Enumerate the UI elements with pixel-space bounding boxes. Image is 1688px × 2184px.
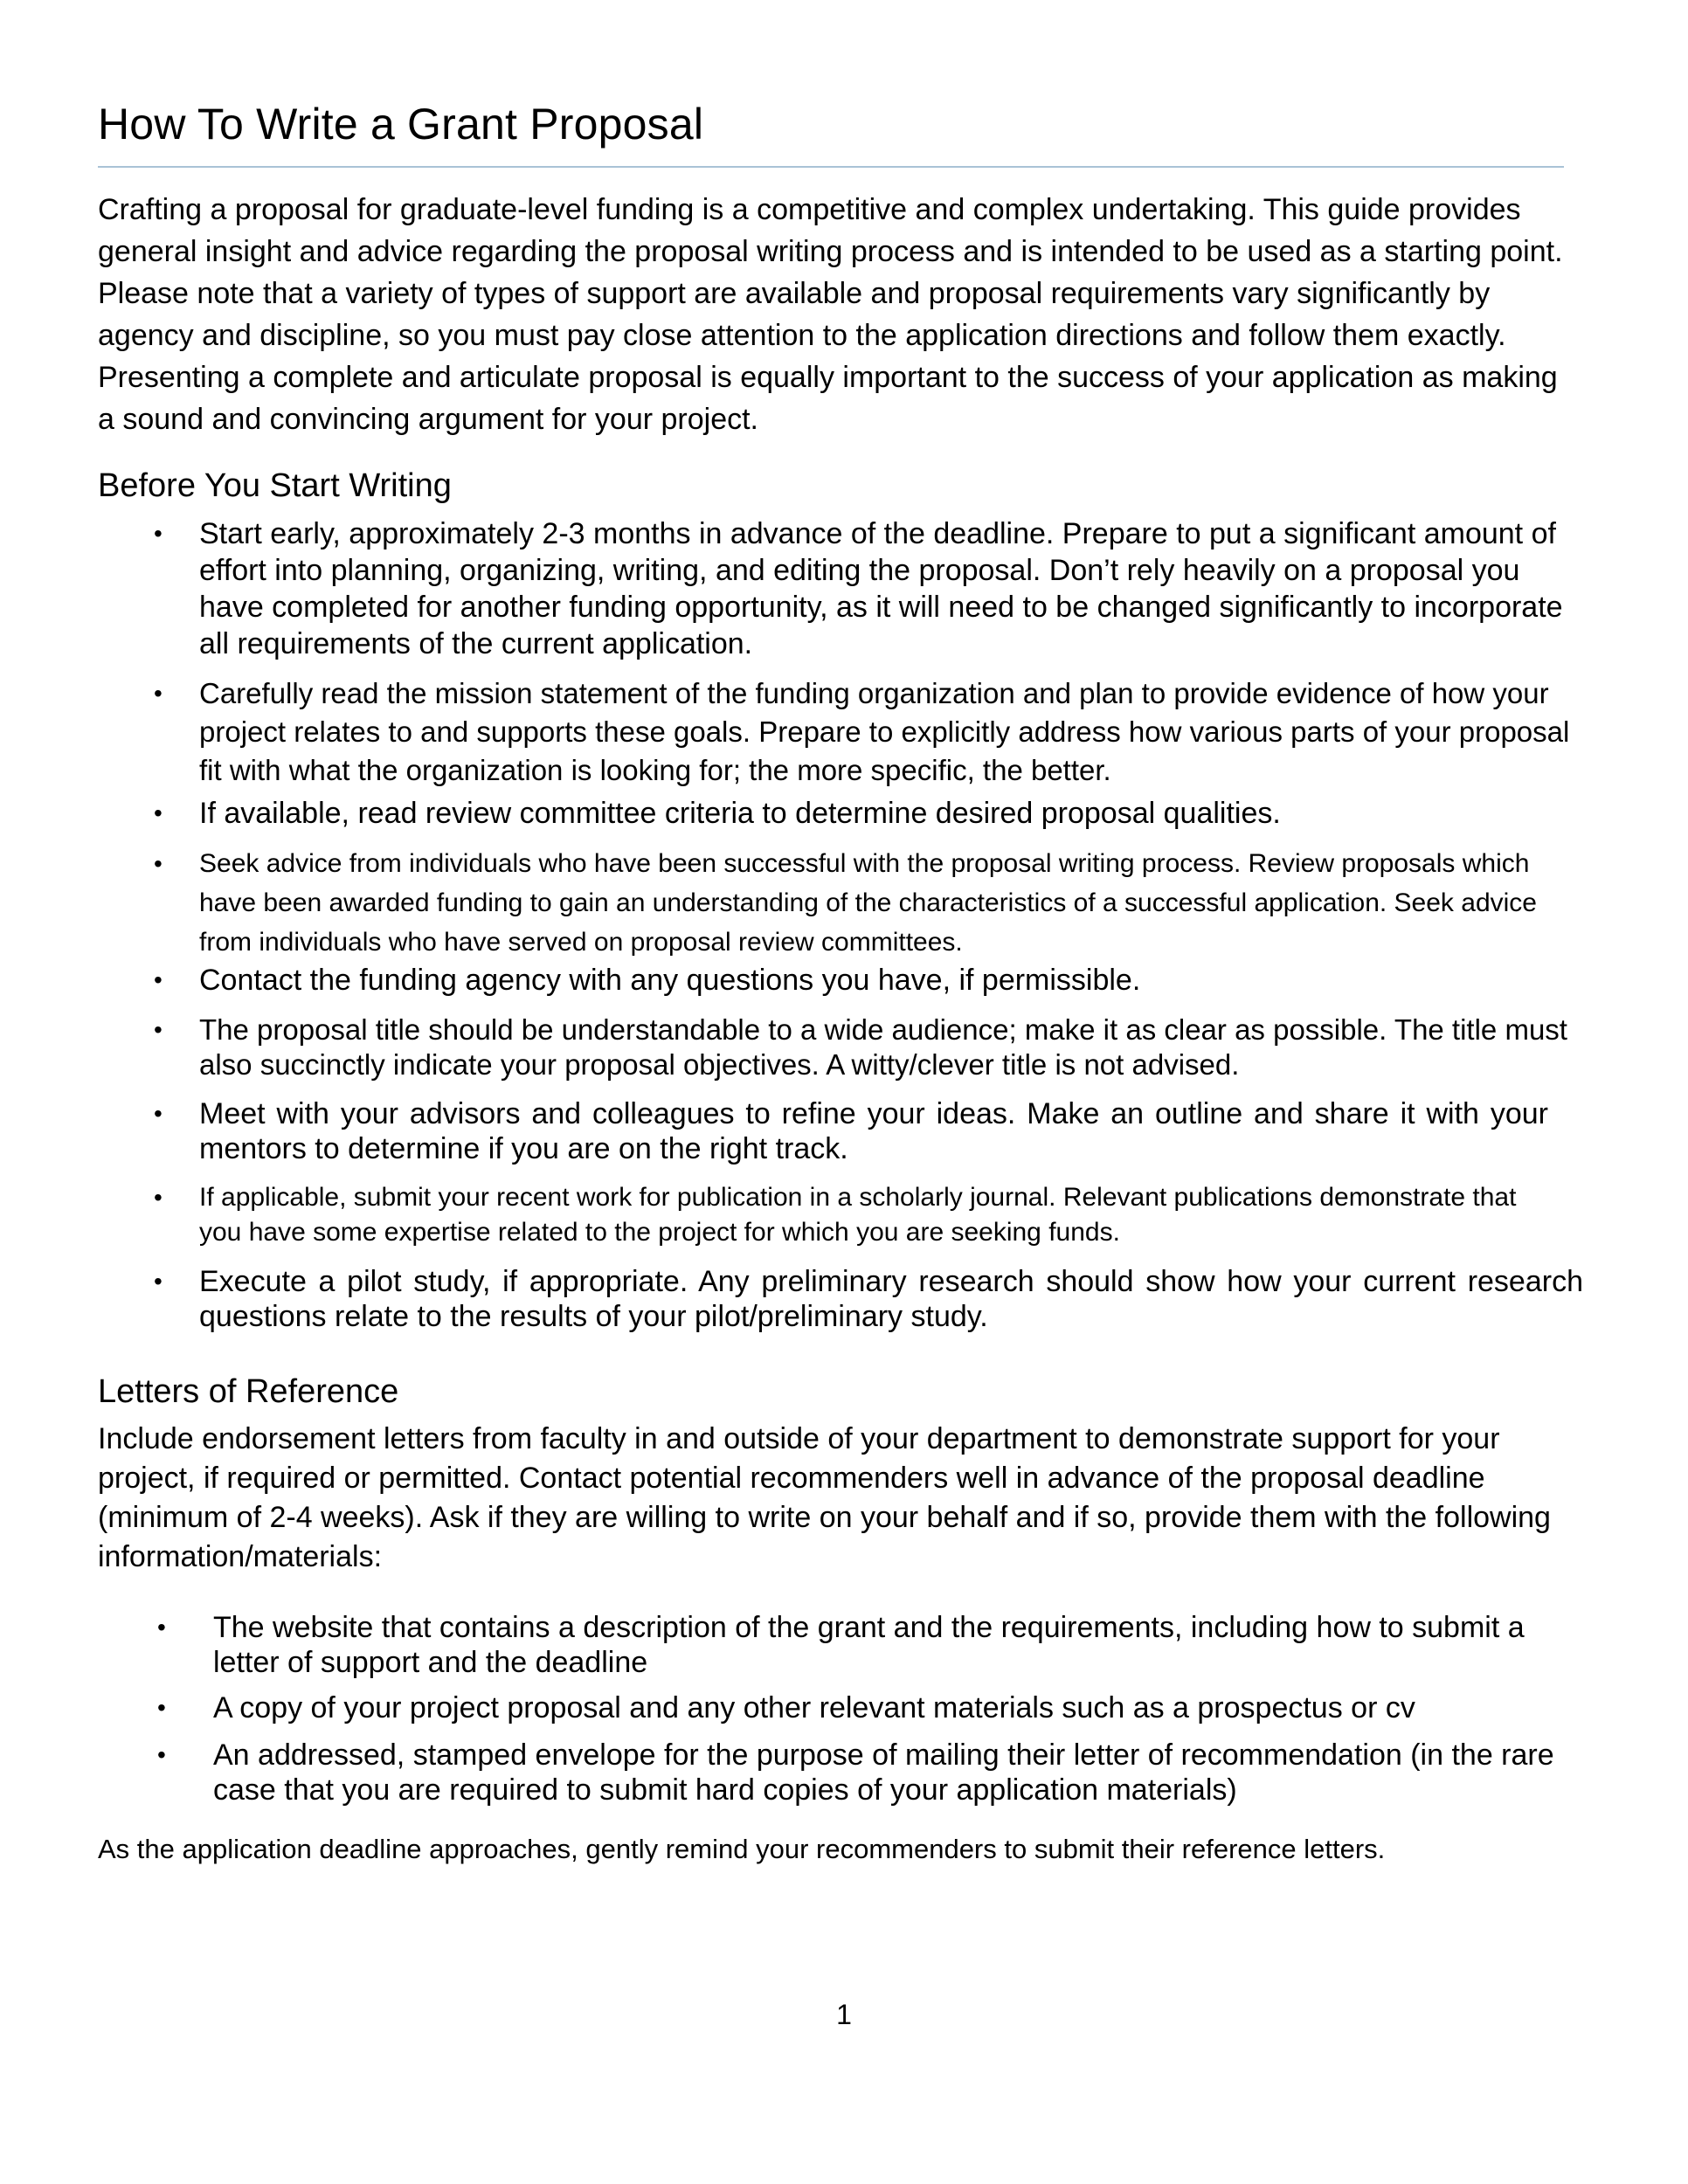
bullet-icon: • — [154, 520, 163, 547]
list-item-text: A copy of your project proposal and any other relevant materials such as a prospectus or cv — [213, 1691, 1415, 1724]
list-item — [98, 795, 1583, 832]
list-item — [98, 962, 1583, 999]
list-item — [98, 1610, 1574, 1680]
list-item — [98, 1264, 1583, 1334]
list-item — [98, 844, 1583, 962]
list-item-text: Seek advice from individuals who have been successful with the proposal writing process. Review proposals which have been awarded funding to gain an understanding of the characteristics of a successful application. Seek advice from individuals who have served on proposal review committees. — [199, 849, 1537, 957]
list-item — [98, 1180, 1583, 1250]
document-page — [98, 98, 1583, 1867]
list-item — [98, 1690, 1574, 1725]
list-item — [98, 1013, 1583, 1082]
list-item-text: The proposal title should be understandable to a wide audience; make it as clear as possible. The title must also succinctly indicate your proposal objectives. A witty/clever title is not advised. — [199, 1013, 1567, 1081]
list-item — [98, 1096, 1583, 1166]
list-item-text: The website that contains a description of the grant and the requirements, including how to submit a letter of support and the deadline — [213, 1611, 1525, 1679]
list-item-text: If applicable, submit your recent work for publication in a scholarly journal. Relevant publications demonstrate that you have some expertise related to the project for which you are seeking funds. — [199, 1183, 1517, 1247]
intro-paragraph: Crafting a proposal for graduate-level funding is a competitive and complex undertaking. This guide provides general insight and advice regarding the proposal writing process and is intended to be used as a starting point. Please note that a variety of types of support are available and proposal requirements vary significantly by agency and discipline, so you must pay close attention to the application directions and follow them exactly. Presenting a complete and articulate proposal is equally important to the success of your application as making a sound and convincing argument for your project. — [98, 193, 1563, 436]
bullet-icon: • — [154, 966, 163, 993]
bullet-icon: • — [157, 1741, 166, 1768]
list-item-text: Contact the funding agency with any questions you have, if permissible. — [199, 964, 1141, 997]
bullet-icon: • — [154, 1268, 163, 1295]
list-item-text: Carefully read the mission statement of the funding organization and plan to provide evidence of how your project relates to and supports these goals. Prepare to explicitly address how various parts of your proposal fit with what the organization is looking for; the more specific, the better. — [199, 677, 1570, 786]
list-item-text: Start early, approximately 2-3 months in advance of the deadline. Prepare to put a significant amount of effort into planning, organizing, writing, and editing the proposal. Don’t rely heavily on a proposal you have completed for another funding opportunity, as it will need to be changed significantly to incorporate all requirements of the current application. — [199, 517, 1563, 660]
list-item — [98, 515, 1583, 662]
letters-intro-paragraph: Include endorsement letters from faculty in and outside of your department to demonstrate support for your project, if required or permitted. Contact potential recommenders well in advance of the proposal deadline (minimum of 2-4 weeks). Ask if they are willing to write on your behalf and if so, provide them with the following information/materials: — [98, 1422, 1551, 1573]
bullet-icon: • — [154, 1016, 163, 1043]
list-item-text: An addressed, stamped envelope for the purpose of mailing their letter of recommendation (in the rare case that you are required to submit hard copies of your application materials) — [213, 1738, 1554, 1807]
bullet-icon: • — [154, 1100, 163, 1127]
list-item — [98, 674, 1583, 790]
letters-materials-list — [98, 1610, 1574, 1807]
bullet-icon: • — [154, 680, 163, 707]
list-item-text: If available, read review committee criteria to determine desired proposal qualities. — [199, 797, 1281, 830]
section-heading-before-writing: Before You Start Writing — [98, 467, 452, 504]
section-heading-letters-of-reference: Letters of Reference — [98, 1373, 399, 1410]
bullet-icon: • — [154, 799, 163, 826]
bullet-icon: • — [154, 850, 163, 877]
bullet-icon: • — [157, 1614, 166, 1641]
list-item-text: Meet with your advisors and colleagues to refine your ideas. Make an outline and share it with your mentors to determine if you are on the right track. — [199, 1097, 1548, 1165]
list-item-text: Execute a pilot study, if appropriate. Any preliminary research should show how your current research questions relate to the results of your pilot/preliminary study. — [199, 1265, 1583, 1333]
page-title: How To Write a Grant Proposal — [98, 100, 704, 149]
bullet-icon: • — [157, 1694, 166, 1721]
list-item — [98, 1738, 1574, 1807]
before-writing-list — [98, 515, 1583, 1334]
page-number: 1 — [836, 1999, 852, 2030]
title-divider — [98, 166, 1564, 168]
closing-paragraph: As the application deadline approaches, gently remind your recommenders to submit their reference letters. — [98, 1834, 1386, 1864]
bullet-icon: • — [154, 1184, 163, 1211]
